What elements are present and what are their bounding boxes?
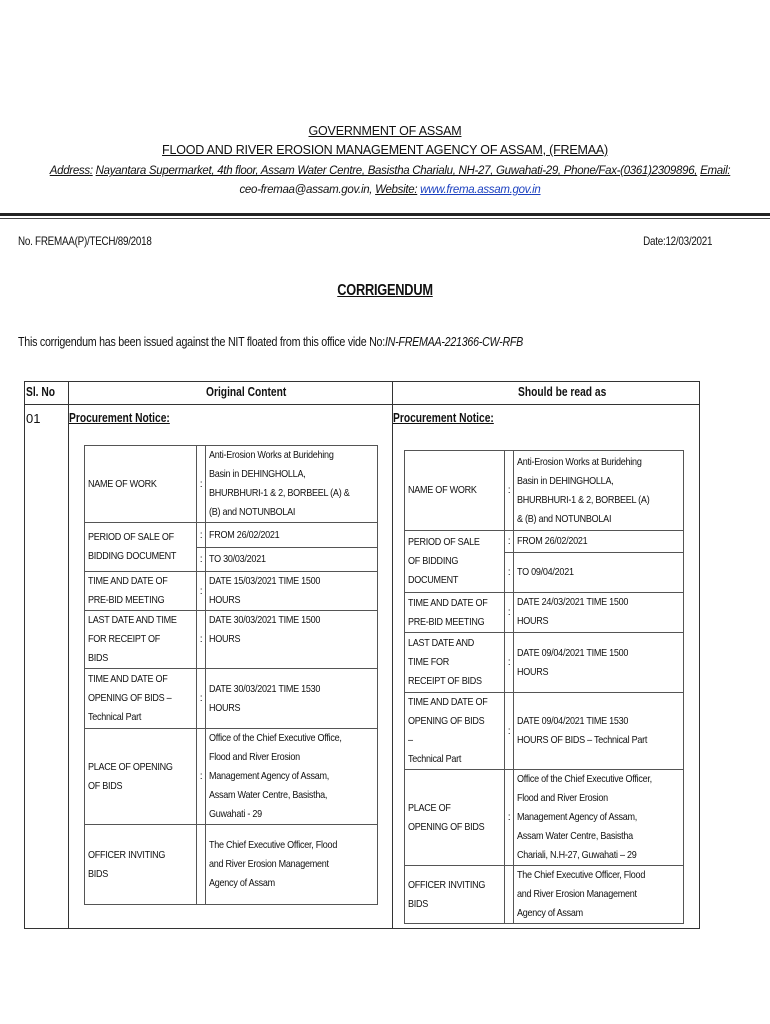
slno-divider bbox=[68, 381, 69, 928]
website-label: Website: bbox=[375, 184, 418, 196]
colon: : bbox=[197, 572, 206, 611]
colon: : bbox=[197, 669, 206, 729]
colon: : bbox=[505, 633, 514, 693]
label-opening-sub: Technical Part bbox=[408, 753, 462, 765]
govt-title: GOVERNMENT OF ASSAM bbox=[308, 124, 462, 138]
label-receipt: LAST DATE AND TIME FOR RECEIPT OF BIDS bbox=[88, 614, 177, 664]
table-row bbox=[405, 451, 684, 531]
colon: : bbox=[505, 451, 514, 531]
label-prebid: TIME AND DATE OF PRE-BID MEETING bbox=[408, 596, 488, 628]
original-details-table bbox=[84, 445, 378, 905]
value-place: Office of the Chief Executive Officer, Flood and River Erosion Management Agency of Assam, Assam Water Centre, Basistha Chariali, N.H-27, Guwahati – 29 bbox=[517, 773, 652, 861]
value-receipt: DATE 09/04/2021 TIME 1500 HOURS bbox=[517, 646, 629, 678]
label-officer: OFFICER INVITING BIDS bbox=[88, 848, 166, 880]
colon: : bbox=[505, 593, 514, 633]
colon: : bbox=[197, 523, 206, 548]
agency-title: FLOOD AND RIVER EROSION MANAGEMENT AGENCY OF ASSAM, (FREMAA) bbox=[162, 143, 608, 157]
header-rule-thick bbox=[0, 213, 770, 216]
email-label: Email: bbox=[700, 165, 731, 177]
serial-number: 01 bbox=[26, 411, 41, 426]
colon: : bbox=[505, 553, 514, 593]
address-block bbox=[40, 162, 740, 200]
table-row bbox=[85, 729, 378, 825]
document-date: Date:12/03/2021 bbox=[642, 234, 712, 248]
value-opening: DATE 30/03/2021 TIME 1530 HOURS bbox=[209, 682, 321, 714]
header-rule-thin bbox=[0, 218, 770, 219]
colon: : bbox=[197, 729, 206, 825]
reference-number: No. FREMAA(P)/TECH/89/2018 bbox=[18, 234, 152, 248]
label-opening: TIME AND DATE OF OPENING OF BIDS – bbox=[88, 673, 172, 704]
value-period-from: FROM 26/02/2021 bbox=[517, 535, 588, 547]
table-row bbox=[405, 770, 684, 866]
value-period-from: FROM 26/02/2021 bbox=[209, 528, 280, 541]
website-link[interactable]: www.frema.assam.gov.in bbox=[420, 184, 541, 196]
table-row bbox=[405, 593, 684, 633]
table-row bbox=[85, 611, 378, 669]
value-name-of-work: Anti-Erosion Works at Buridehing Basin in DEHINGHOLLA, BHURBHURI-1 & 2, BORBEEL (A) & (B) and NOTUNBOLAI bbox=[209, 449, 350, 518]
label-name-of-work: NAME OF WORK bbox=[408, 484, 477, 496]
value-name-of-work: Anti-Erosion Works at Buridehing Basin in DEHINGHOLLA, BHURBHURI-1 & 2, BORBEEL (A) & (B) and NOTUNBOLAI bbox=[517, 455, 650, 525]
label-officer: OFFICER INVITING BIDS bbox=[408, 878, 486, 910]
corrected-details-table bbox=[404, 450, 684, 924]
col-header-should: Should be read as bbox=[518, 385, 607, 399]
label-period-of-sale: PERIOD OF SALE OF BIDDING DOCUMENT bbox=[88, 531, 177, 562]
table-row bbox=[405, 693, 684, 770]
value-prebid: DATE 15/03/2021 TIME 1500 HOURS bbox=[209, 575, 321, 606]
value-period-to: TO 30/03/2021 bbox=[209, 553, 266, 565]
address-label: Address: bbox=[49, 165, 93, 177]
label-opening: TIME AND DATE OF OPENING OF BIDS – bbox=[408, 696, 488, 746]
table-row bbox=[85, 669, 378, 729]
table-row bbox=[405, 866, 684, 924]
label-place: PLACE OF OPENING OF BIDS bbox=[88, 760, 173, 792]
label-prebid: TIME AND DATE OF PRE-BID MEETING bbox=[88, 575, 168, 606]
label-opening-sub: Technical Part bbox=[88, 711, 142, 723]
colon-empty bbox=[505, 866, 514, 924]
email-text: ceo-fremaa@assam.gov.in, bbox=[239, 184, 373, 196]
colon: : bbox=[505, 770, 514, 866]
value-period-to: TO 09/04/2021 bbox=[517, 566, 574, 578]
header-row-divider bbox=[24, 404, 699, 405]
label-place: PLACE OF OPENING OF BIDS bbox=[408, 801, 485, 833]
intro-paragraph bbox=[18, 334, 523, 349]
colon: : bbox=[197, 446, 206, 523]
column-divider bbox=[392, 381, 393, 928]
document-title: CORRIGENDUM bbox=[337, 282, 433, 299]
value-prebid: DATE 24/03/2021 TIME 1500 HOURS bbox=[517, 596, 629, 627]
value-place: Office of the Chief Executive Office, Flood and River Erosion Management Agency of Assam, Assam Water Centre, Basistha, Guwahati - 29 bbox=[209, 732, 342, 820]
table-row bbox=[85, 523, 378, 548]
colon: : bbox=[505, 693, 514, 770]
address-text: Nayantara Supermarket, 4th floor, Assam Water Centre, Basistha Charialu, NH-27, Guwahati-29, Phone/Fax-(0361)2309896, bbox=[95, 165, 698, 177]
label-name-of-work: NAME OF WORK bbox=[88, 477, 157, 490]
nit-number: IN-FREMAA-221366-CW-RFB bbox=[384, 334, 524, 349]
value-officer: The Chief Executive Officer, Flood and River Erosion Management Agency of Assam bbox=[209, 839, 338, 889]
colon: : bbox=[197, 611, 206, 669]
label-period-of-sale: PERIOD OF SALE OF BIDDING DOCUMENT bbox=[408, 536, 480, 586]
col-header-original: Original Content bbox=[206, 385, 287, 399]
value-receipt: DATE 30/03/2021 TIME 1500 HOURS bbox=[209, 614, 321, 645]
table-row bbox=[85, 572, 378, 611]
proc-notice-original: Procurement Notice: bbox=[69, 411, 170, 425]
colon: : bbox=[505, 531, 514, 553]
proc-notice-corrected: Procurement Notice: bbox=[393, 411, 494, 425]
intro-text: This corrigendum has been issued against the NIT floated from this office vide No: bbox=[18, 334, 385, 349]
value-opening: DATE 09/04/2021 TIME 1530 HOURS OF BIDS – Technical Part bbox=[517, 715, 648, 746]
label-receipt: LAST DATE AND TIME FOR RECEIPT OF BIDS bbox=[408, 637, 482, 687]
colon: : bbox=[197, 548, 206, 572]
table-row bbox=[405, 531, 684, 553]
colon-empty bbox=[197, 825, 206, 905]
value-officer: The Chief Executive Officer, Flood and River Erosion Management Agency of Assam bbox=[517, 869, 646, 919]
table-row bbox=[85, 825, 378, 905]
letterhead bbox=[0, 124, 770, 200]
table-row bbox=[85, 446, 378, 523]
table-row bbox=[405, 633, 684, 693]
col-header-slno: Sl. No bbox=[26, 385, 56, 399]
